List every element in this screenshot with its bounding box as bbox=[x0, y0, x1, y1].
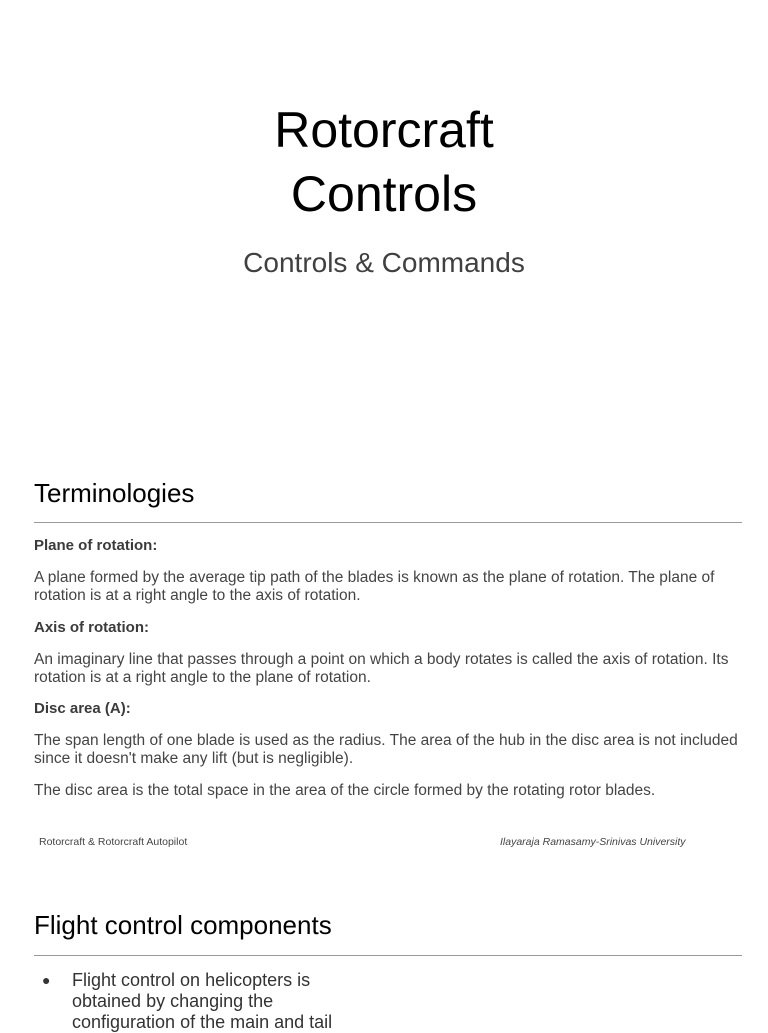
term-definition: The disc area is the total space in the area of the circle formed by the rotating rotor blades. bbox=[34, 782, 656, 799]
bullet-text: Flight control on helicopters is obtained by changing the configuration of the main and tail bbox=[72, 970, 333, 1032]
term-heading: Plane of rotation: bbox=[34, 537, 158, 554]
term-definition: The span length of one blade is used as the radius. The area of the hub in the disc area is not included since it doesn't make any lift (but is negligible). bbox=[34, 732, 738, 767]
term-definition: A plane formed by the average tip path of the blades is known as the plane of rotation. The plane of rotation is at a right angle to the axis of rotation. bbox=[34, 569, 715, 604]
divider bbox=[34, 955, 742, 956]
section-heading: Flight control components bbox=[34, 910, 332, 940]
slide-title bbox=[0, 98, 768, 226]
slide-subtitle: Controls & Commands bbox=[243, 247, 525, 278]
divider bbox=[34, 522, 742, 523]
bullet-icon: ● bbox=[42, 972, 51, 988]
footer-course: Rotorcraft & Rotorcraft Autopilot bbox=[39, 836, 188, 848]
title-line-2: Controls bbox=[290, 166, 478, 222]
section-heading: Terminologies bbox=[34, 478, 195, 508]
title-line-1: Rotorcraft bbox=[274, 102, 494, 158]
footer-author: Ilayaraja Ramasamy-Srinivas University bbox=[500, 836, 686, 848]
term-definition: An imaginary line that passes through a point on which a body rotates is called the axis of rotation. Its rotation is at a right angle to the plane of rotation. bbox=[34, 651, 729, 686]
term-heading: Axis of rotation: bbox=[34, 619, 149, 636]
term-heading: Disc area (A): bbox=[34, 700, 131, 717]
